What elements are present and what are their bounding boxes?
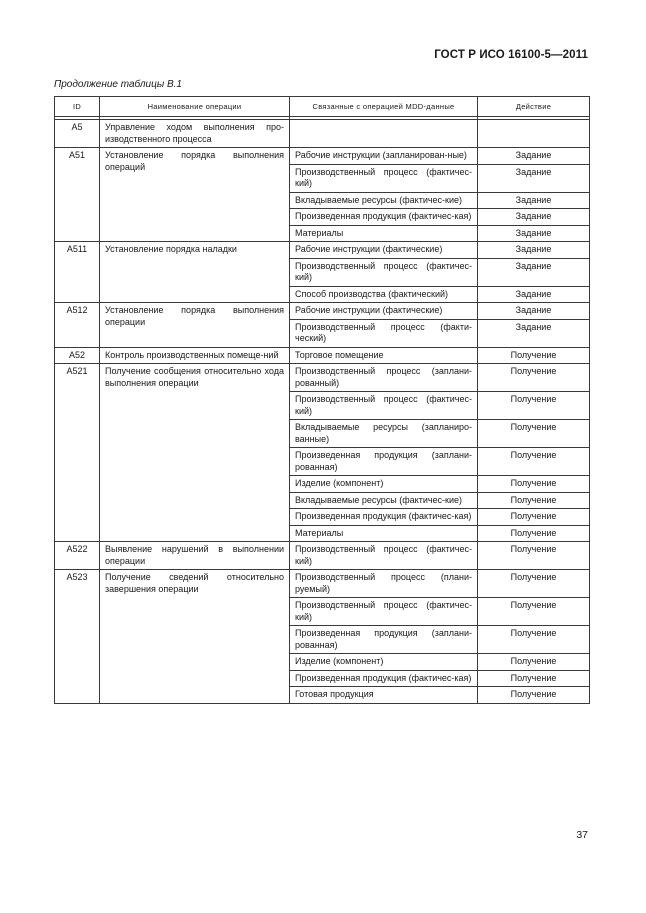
action-cell: Получение: [478, 347, 590, 364]
table-row: [55, 148, 590, 165]
operation-id-cell: A511: [55, 242, 100, 303]
action-cell: Получение: [478, 570, 590, 598]
mdd-data-cell: Рабочие инструкции (фактические): [290, 303, 478, 320]
mdd-data-cell: Способ производства (фактический): [290, 286, 478, 303]
mdd-data-cell: Произведенная продукция (фактичес-кая): [290, 509, 478, 526]
mdd-data-cell: Изделие (компонент): [290, 654, 478, 671]
action-cell: Задание: [478, 164, 590, 192]
action-cell: Задание: [478, 303, 590, 320]
table-row: [55, 347, 590, 364]
operation-id-cell: A51: [55, 148, 100, 242]
operation-id-cell: A522: [55, 542, 100, 570]
table-row: [55, 364, 590, 392]
table-row: [55, 570, 590, 598]
action-cell: [478, 120, 590, 148]
table-caption: Продолжение таблицы В.1: [54, 79, 182, 90]
action-cell: Получение: [478, 364, 590, 392]
action-cell: Задание: [478, 242, 590, 259]
document-code: ГОСТ Р ИСО 16100-5—2011: [434, 49, 588, 61]
action-cell: Получение: [478, 392, 590, 420]
mdd-data-cell: Вкладываемые ресурсы (фактичес-кие): [290, 192, 478, 209]
mdd-data-cell: Производственный процесс (факти-ческий): [290, 319, 478, 347]
mdd-data-cell: Произведенная продукция (заплани-рованная): [290, 626, 478, 654]
action-cell: Получение: [478, 670, 590, 687]
operation-id-cell: A512: [55, 303, 100, 348]
action-cell: Задание: [478, 258, 590, 286]
mdd-data-cell: Вкладываемые ресурсы (фактичес-кие): [290, 492, 478, 509]
mdd-data-cell: Производственный процесс (заплани-рованный): [290, 364, 478, 392]
action-cell: Получение: [478, 492, 590, 509]
mdd-data-cell: Произведенная продукция (фактичес-кая): [290, 209, 478, 226]
header-row: [55, 97, 590, 117]
mdd-data-cell: Произведенная продукция (фактичес-кая): [290, 670, 478, 687]
operation-name-cell: Управление ходом выполнения про-изводственного процесса: [100, 120, 290, 148]
column-header-action: Действие: [478, 97, 590, 117]
operation-name-cell: Контроль производственных помеще-ний: [100, 347, 290, 364]
action-cell: Получение: [478, 654, 590, 671]
mdd-data-cell: Производственный процесс (фактичес-кий): [290, 542, 478, 570]
column-header-id: ID: [55, 97, 100, 117]
column-header-data: Связанные с операцией MDD-данные: [290, 97, 478, 117]
operation-name-cell: Установление порядка выполнения операций: [100, 148, 290, 242]
operation-name-cell: Получение сообщения относительно хода выполнения операции: [100, 364, 290, 542]
operations-table: [54, 96, 590, 704]
action-cell: Задание: [478, 286, 590, 303]
action-cell: Получение: [478, 420, 590, 448]
operation-id-cell: A521: [55, 364, 100, 542]
action-cell: Получение: [478, 542, 590, 570]
action-cell: Получение: [478, 525, 590, 542]
action-cell: Получение: [478, 687, 590, 704]
mdd-data-cell: Вкладываемые ресурсы (запланиро-ванные): [290, 420, 478, 448]
mdd-data-cell: Материалы: [290, 525, 478, 542]
table-row: [55, 542, 590, 570]
mdd-data-cell: Производственный процесс (фактичес-кий): [290, 258, 478, 286]
action-cell: Задание: [478, 148, 590, 165]
table-header: [55, 97, 590, 117]
mdd-data-cell: Производственный процесс (плани-руемый): [290, 570, 478, 598]
operation-id-cell: A52: [55, 347, 100, 364]
column-header-operation: Наименование операции: [100, 97, 290, 117]
mdd-data-cell: Производственный процесс (фактичес-кий): [290, 164, 478, 192]
action-cell: Получение: [478, 626, 590, 654]
operation-name-cell: Установление порядка наладки: [100, 242, 290, 303]
table-row: [55, 242, 590, 259]
mdd-data-cell: Торговое помещение: [290, 347, 478, 364]
mdd-data-cell: Рабочие инструкции (запланирован-ные): [290, 148, 478, 165]
operation-name-cell: Получение сведений относительно завершения операции: [100, 570, 290, 704]
action-cell: Получение: [478, 448, 590, 476]
mdd-data-cell: Производственный процесс (фактичес-кий): [290, 598, 478, 626]
operation-name-cell: Выявление нарушений в выполнении операции: [100, 542, 290, 570]
table-row: [55, 120, 590, 148]
mdd-data-cell: Рабочие инструкции (фактические): [290, 242, 478, 259]
action-cell: Получение: [478, 598, 590, 626]
action-cell: Задание: [478, 192, 590, 209]
table-row: [55, 303, 590, 320]
mdd-data-cell: Готовая продукция: [290, 687, 478, 704]
page-number: 37: [576, 829, 588, 841]
operation-id-cell: A5: [55, 120, 100, 148]
table-body: [55, 117, 590, 704]
action-cell: Получение: [478, 509, 590, 526]
action-cell: Задание: [478, 319, 590, 347]
mdd-data-cell: Произведенная продукция (заплани-рованная): [290, 448, 478, 476]
mdd-data-cell: [290, 120, 478, 148]
action-cell: Задание: [478, 225, 590, 242]
mdd-data-cell: Материалы: [290, 225, 478, 242]
mdd-data-cell: Производственный процесс (фактичес-кий): [290, 392, 478, 420]
operation-id-cell: A523: [55, 570, 100, 704]
mdd-data-cell: Изделие (компонент): [290, 476, 478, 493]
operation-name-cell: Установление порядка выполнения операции: [100, 303, 290, 348]
action-cell: Получение: [478, 476, 590, 493]
action-cell: Задание: [478, 209, 590, 226]
